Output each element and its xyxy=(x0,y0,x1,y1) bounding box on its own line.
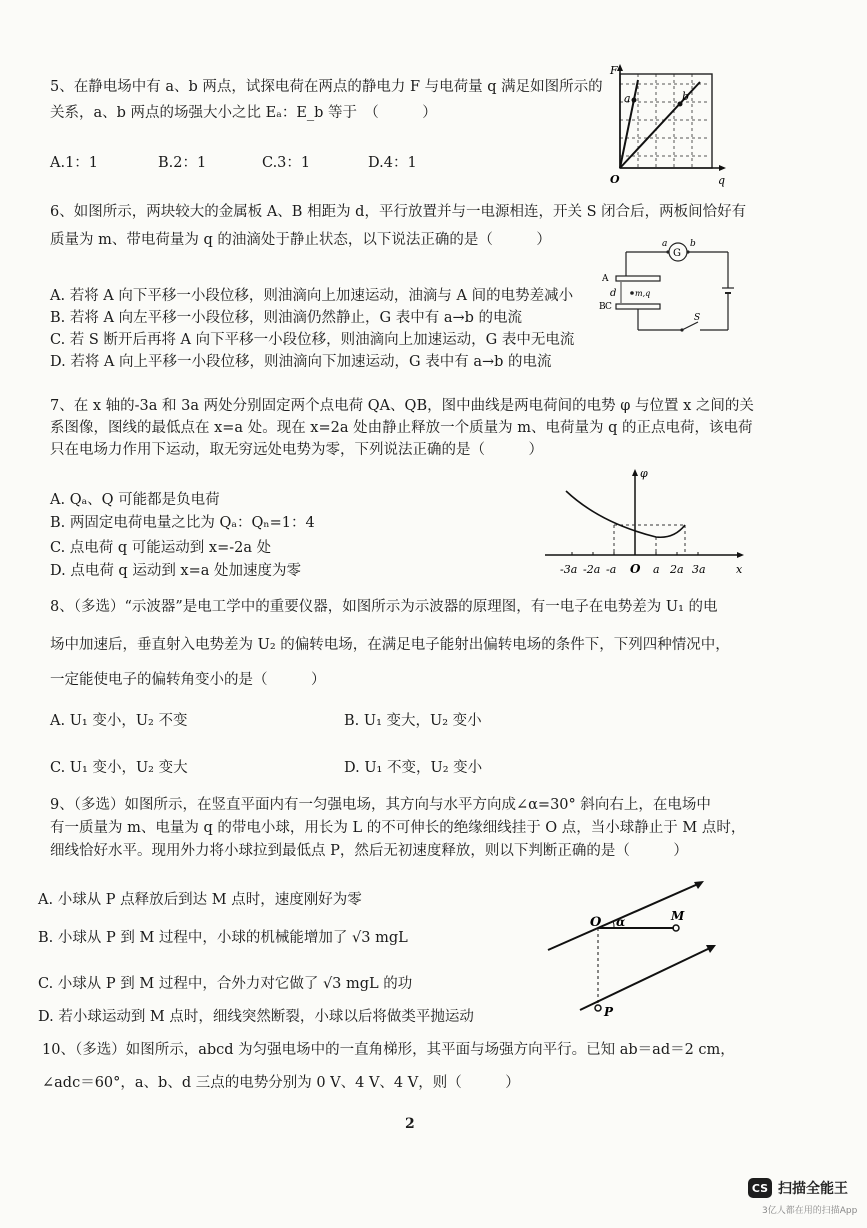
q8-stem-line2: 场中加速后，垂直射入电势差为 U₂ 的偏转电场，在满足电子能射出偏转电场的条件下，下列四种情况中， xyxy=(50,637,730,653)
q6-terminal-b-label: b xyxy=(690,239,696,249)
q5-line-b-label: b xyxy=(682,90,690,103)
q6-option-d: D. 若将 A 向上平移一小段位移，则油滴向下加速运动，G 表中有 a→b 的电流 xyxy=(50,354,552,370)
q7-stem-line1: 7、在 x 轴的-3a 和 3a 两处分别固定两个点电荷 QA、QB，图中曲线是两电荷间的电势 φ 与位置 x 之间的关 xyxy=(50,398,754,414)
q10-stem-line2: ∠adc＝60°，a、b、d 三点的电势分别为 0 V、4 V、4 V，则（ ） xyxy=(42,1075,520,1091)
q8-option-d: D. U₁ 不变，U₂ 变小 xyxy=(344,760,483,776)
q7-option-a: A. Qₐ、Q 可能都是负电荷 xyxy=(50,492,220,508)
q5-option-a: A.1：1 xyxy=(50,155,99,171)
q6-plate-c-label: C xyxy=(605,302,612,312)
q7-tick-label: -a xyxy=(606,563,617,576)
q7-stem-line2: 系图像，图线的最低点在 x=a 处。现在 x=2a 处由静止释放一个质量为 m、电荷量为 q 的正点电荷，该电荷 xyxy=(50,420,753,436)
q5-stem-line1: 5、在静电场中有 a、b 两点，试探电荷在两点的静电力 F 与电荷量 q 满足如图所示的 xyxy=(50,79,603,95)
q9-angle-alpha-label: α xyxy=(616,915,626,929)
q9-stem-line3: 细线恰好水平。现用外力将小球拉到最低点 P，然后无初速度释放，则以下判断正确的是（ ） xyxy=(50,843,688,859)
q6-distance-label: d xyxy=(610,288,617,299)
q5-origin-label: O xyxy=(610,173,620,186)
q9-option-a: A. 小球从 P 点释放后到达 M 点时，速度刚好为零 xyxy=(38,892,362,908)
q6-capacitor-circuit xyxy=(598,238,743,338)
q6-option-a: A. 若将 A 向下平移一小段位移，则油滴向上加速运动，油滴与 A 间的电势差减小 xyxy=(50,288,574,304)
scanner-tagline: 3亿人都在用的扫描App xyxy=(762,1206,858,1216)
q6-switch-label: S xyxy=(694,313,701,323)
q9-option-b: B. 小球从 P 到 M 过程中，小球的机械能增加了 √3 mgL xyxy=(38,930,408,946)
q5-line-a-label: a xyxy=(624,92,631,105)
q7-option-b: B. 两固定电荷电量之比为 Qₐ：Qₙ=1：4 xyxy=(50,515,315,531)
q7-tick-label: -3a xyxy=(560,563,578,576)
q5-axis-q-label: q xyxy=(718,174,726,187)
q8-option-b: B. U₁ 变大，U₂ 变小 xyxy=(344,713,482,729)
q5-option-c: C.3：1 xyxy=(262,155,311,171)
q6-droplet-label: m,q xyxy=(635,289,651,298)
q8-stem-line1: 8、（多选）“示波器”是电工学中的重要仪器，如图所示为示波器的原理图，有一电子在电势差为 U₁ 的电 xyxy=(50,599,718,615)
q5-axis-f-label: F xyxy=(610,64,618,77)
q6-stem-line1: 6、如图所示，两块较大的金属板 A、B 相距为 d，平行放置并与一电源相连，开关 S 闭合后，两板间恰好有 xyxy=(50,204,747,220)
q9-stem-line1: 9、（多选）如图所示，在竖直平面内有一匀强电场，其方向与水平方向成∠α=30° 斜向右上，在电场中 xyxy=(50,797,711,813)
q9-pendulum-field-diagram xyxy=(540,878,720,1018)
q8-option-c: C. U₁ 变小，U₂ 变大 xyxy=(50,760,188,776)
q7-tick-label: 2a xyxy=(670,563,684,576)
q9-option-d: D. 若小球运动到 M 点时，细线突然断裂，小球以后将做类平抛运动 xyxy=(38,1009,474,1025)
q7-potential-graph xyxy=(540,465,755,585)
scanner-watermark xyxy=(748,1178,848,1198)
q7-option-c: C. 点电荷 q 可能运动到 x=-2a 处 xyxy=(50,540,272,556)
q6-option-c: C. 若 S 断开后再将 A 向下平移一小段位移，则油滴向上加速运动，G 表中无电流 xyxy=(50,332,575,348)
q7-option-d: D. 点电荷 q 运动到 x=a 处加速度为零 xyxy=(50,563,302,579)
q9-point-m-label: M xyxy=(671,909,685,923)
q6-terminal-a-label: a xyxy=(662,239,668,249)
q5-option-d: D.4：1 xyxy=(368,155,417,171)
q7-axis-phi-label: φ xyxy=(640,467,648,480)
camscanner-logo-icon: CS xyxy=(748,1178,772,1198)
q5-stem-line2: 关系，a、b 两点的场强大小之比 Eₐ：E_b 等于 （ ） xyxy=(50,105,437,121)
q5-force-charge-graph xyxy=(600,62,730,187)
page-number: 2 xyxy=(405,1116,415,1132)
q6-plate-a-label: A xyxy=(602,274,609,284)
q6-plate-b-label: B xyxy=(599,302,606,312)
q9-point-o-label: O xyxy=(590,915,602,930)
q10-stem-line1: 10、（多选）如图所示，abcd 为匀强电场中的一直角梯形，其平面与场强方向平行。已知 ab＝ad＝2 cm， xyxy=(42,1042,735,1058)
q6-option-b: B. 若将 A 向左平移一小段位移，则油滴仍然静止，G 表中有 a→b 的电流 xyxy=(50,310,523,326)
q8-option-a: A. U₁ 变小，U₂ 不变 xyxy=(50,713,188,729)
q7-tick-label: a xyxy=(653,563,660,576)
q7-stem-line3: 只在电场力作用下运动，取无穷远处电势为零，下列说法正确的是（ ） xyxy=(50,442,543,458)
q9-option-c: C. 小球从 P 到 M 过程中，合外力对它做了 √3 mgL 的功 xyxy=(38,976,413,992)
q5-option-b: B.2：1 xyxy=(158,155,207,171)
q6-galvanometer-label: G xyxy=(673,248,681,259)
q7-tick-label: 3a xyxy=(692,563,706,576)
q6-stem-line2: 质量为 m、带电荷量为 q 的油滴处于静止状态，以下说法正确的是（ ） xyxy=(50,232,551,248)
q7-origin-label: O xyxy=(630,562,641,576)
q9-stem-line2: 有一质量为 m、电量为 q 的带电小球，用长为 L 的不可伸长的绝缘细线挂于 O 点，当小球静止于 M 点时， xyxy=(50,820,746,836)
q7-axis-x-label: x xyxy=(736,563,743,576)
q9-point-p-label: P xyxy=(604,1005,614,1018)
scanner-app-name: 扫描全能王 xyxy=(778,1181,848,1197)
q8-stem-line3: 一定能使电子的偏转角变小的是（ ） xyxy=(50,672,326,688)
q7-tick-label: -2a xyxy=(583,563,601,576)
